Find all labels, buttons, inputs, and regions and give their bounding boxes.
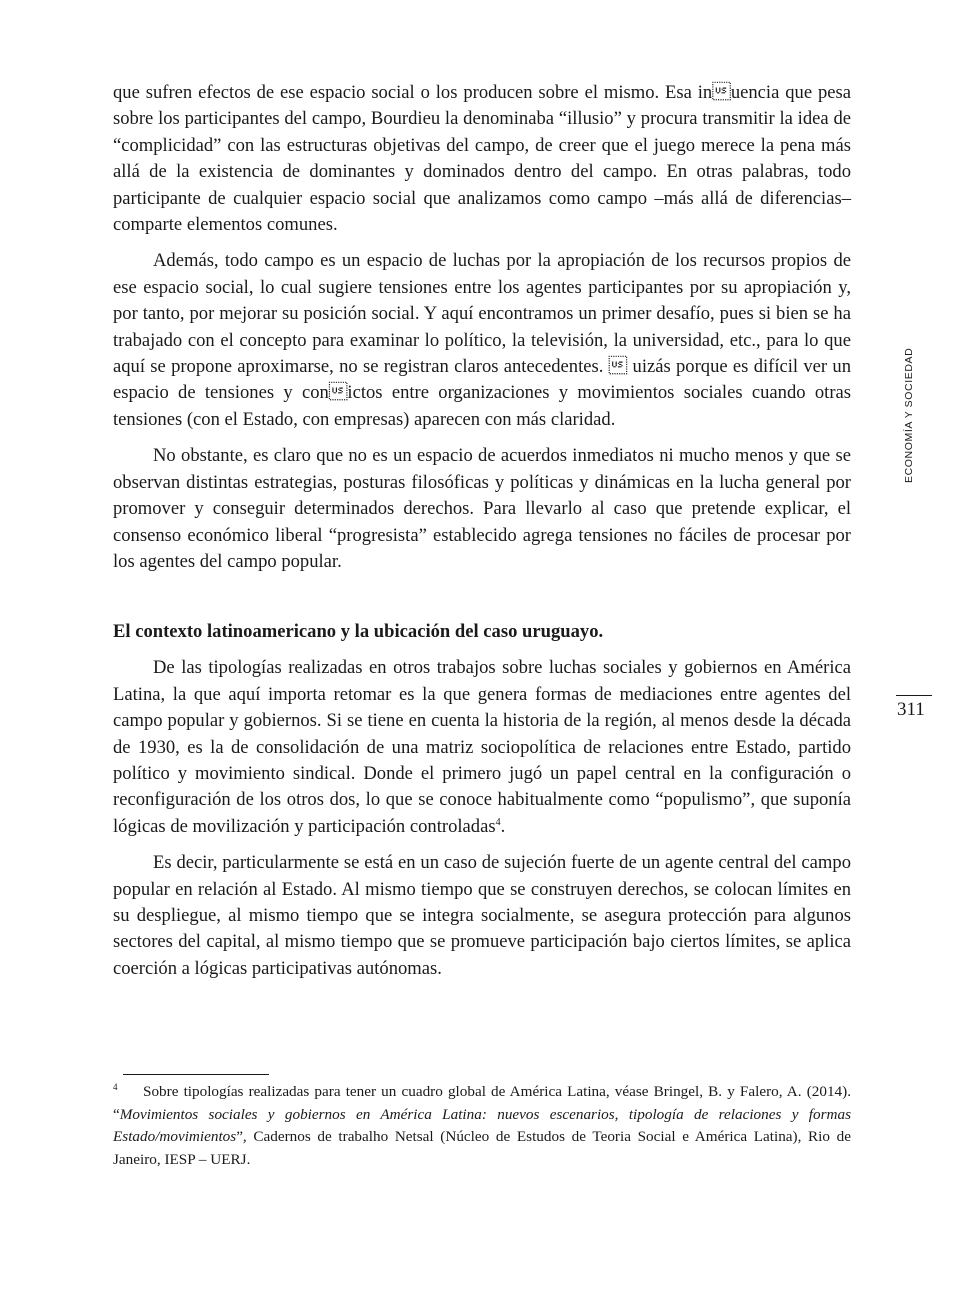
page-number: 311 (897, 699, 925, 720)
paragraph-3: No obstante, es claro que no es un espacio de acuerdos inmediatos ni mucho menos y que se observan distintas estrategias, posturas filosóficas y políticas y dinámicas en la lucha general por promover y conseguir determinados derechos. Para llevarlo al caso que pretende explicar, el consenso económico liberal “progresista” establecido agrega tensiones no fáciles de procesar por los agentes del campo popular. (113, 445, 851, 572)
section-paragraph-1 (113, 655, 851, 840)
section-heading: El contexto latinoamericano y la ubicación del caso uruguayo. (113, 621, 604, 643)
running-header-vertical: ECONOMÍA Y SOCIEDAD (903, 347, 915, 483)
footnote: 4 Sobre tipologías realizadas para tener un cuadro global de América Latina, véase Bringel, B. y Falero, A. (2014). “Movimientos sociales y gobiernos en América Latina: nuevos escenarios, tipología de relaciones y formas Estado/movimientos”, Cadernos de trabalho Netsal (Núcleo de Estudos de Teoria Social e América Latina), Rio de Janeiro, IESP – UERJ. (113, 1081, 851, 1168)
section-paragraph-1-end: . (500, 815, 506, 837)
page-number-rule (896, 695, 932, 696)
paragraph-1: que sufren efectos de ese espacio social o los producen sobre el mismo. Esa in uencia que pesa sobre los participantes del campo, Bourdieu la denominaba “illusio” y procura transmitir la idea de “complicidad” con las estructuras objetivas del campo, de creer que el juego merece la pena más allá de la existencia de dominantes y dominados dentro del campo. En otras palabras, todo participante de cualquier espacio social que analizamos como campo –más allá de diferencias– comparte elementos comunes. (113, 82, 851, 236)
section-paragraph-2: Es decir, particularmente se está en un caso de sujeción fuerte de un agente central del campo popular en relación al Estado. Al mismo tiempo que se construyen derechos, se colocan límites en su despliegue, al mismo tiempo que se integra socialmente, se asegura protección para algunos sectores del capital, al mismo tiempo que se promueve participación bajo ciertos límites, se aplica coerción a lógicas participativas autónomas. (113, 852, 851, 979)
footnote-text-start: Sobre tipologías realizadas para tener un cuadro global de América Latina, véase Bringel, B. y Falero, A. (2014). “ (113, 1083, 851, 1123)
paragraph-2: Además, todo campo es un espacio de luchas por la apropiación de los recursos propios de ese espacio social, lo cual sugiere tensiones entre los agentes participantes por su apropiación y, por tanto, por mejorar su posición social. Y aquí encontramos un primer desafío, pues si bien se ha trabajado con el concepto para examinar lo político, la televisión, la universidad, etc., para lo que aquí se propone aproximarse, no se registran claros antecedentes. uizás porque es difícil ver un espacio de tensiones y con ictos entre organizaciones y movimientos sociales cuando otras tensiones (con el Estado, con empresas) aparecen con más claridad. (113, 250, 851, 430)
footnote-text-end: ”, Cadernos de trabalho Netsal (Núcleo de Estudos de Teoria Social e América Latina), Rio de Janeiro, IESP – UERJ. (113, 1128, 851, 1168)
footnote-divider (123, 1074, 269, 1075)
footnote-cited-title: Movimientos sociales y gobiernos en América Latina: nuevos escenarios, tipología de relaciones y formas Estado/movimientos (113, 1105, 851, 1146)
page-body (113, 80, 851, 982)
footnote-reference[interactable]: 4 (495, 816, 501, 828)
section-paragraph-1-text: De las tipologías realizadas en otros trabajos sobre luchas sociales y gobiernos en América Latina, la que aquí importa retomar es la que genera formas de mediaciones entre agentes del campo popular y gobiernos. Si se tiene en cuenta la historia de la región, al menos desde la década de 1930, es la de consolidación de una matriz sociopolítica de relaciones entre Estado, partido político y movimiento sindical. Donde el primero jugó un papel central en la configuración o reconfiguración de los otros dos, lo que se conoce habitualmente como “populismo”, que suponía lógicas de movilización y participación controladas (113, 657, 851, 837)
